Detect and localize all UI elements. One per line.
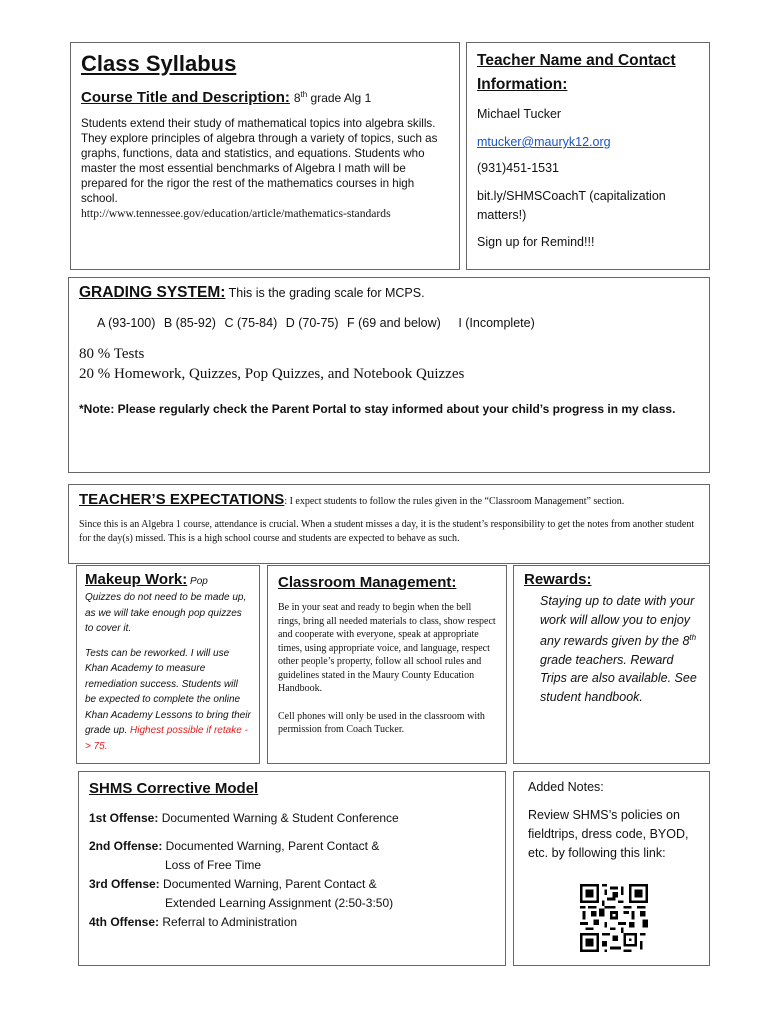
offense-3-label: 3rd Offense: (89, 877, 160, 891)
page-title: Class Syllabus (81, 51, 237, 76)
course-line (81, 89, 449, 106)
grade-a: A (93-100) (97, 316, 156, 330)
notes-text: Review SHMS’s policies on fieldtrips, dress code, BYOD, etc. by following this link: (528, 808, 689, 860)
offense-2-label: 2nd Offense: (89, 839, 163, 853)
makeup-para-tests: Tests can be reworked. I will use Khan Academy to measure remediation success. Students will be expected to complete the online Khan Academy Lessons to bring their grade up. Highest possible if retake -> 75. (85, 647, 251, 752)
grading-heading: GRADING SYSTEM: (79, 284, 226, 301)
expectations-box (68, 484, 710, 564)
offense-2 (89, 837, 495, 875)
notes-box (513, 771, 710, 966)
offense-1 (89, 811, 495, 825)
course-label: Course Title and Description: (81, 89, 290, 106)
rewards-box (513, 565, 710, 764)
makeup-line (85, 571, 251, 588)
offense-2-text: Documented Warning, Parent Contact & (162, 839, 380, 853)
grade-b: B (85-92) (163, 316, 216, 330)
grade-d: D (70-75) (285, 316, 339, 330)
teacher-contact-box (466, 42, 710, 270)
standards-url[interactable]: http://www.tennessee.gov/education/article/mathematics-standards (81, 207, 391, 220)
syllabus-box (70, 42, 460, 270)
management-rules: Be in your seat and ready to begin when the bell rings, bring all needed materials to class, show respect and cooperate with everyone, speak at appropriate times, using appropriate voice, and language, respect other people’s property, follow all school rules and guidelines stated in the Maury County Education Handbook. (278, 602, 496, 694)
makeup-box (76, 565, 260, 764)
coach-link[interactable]: bit.ly/SHMSCoachT (capitalization matters!) (477, 189, 666, 222)
management-box (267, 565, 507, 764)
course-name: 8th grade Alg 1 (293, 90, 372, 105)
management-phones: Cell phones will only be used in the classroom with permission from Coach Tucker. (278, 710, 485, 735)
offense-3 (89, 875, 495, 913)
course-description: Students extend their study of mathematical topics into algebra skills. They explore principles of algebra through a variety of topics, such as graphs, functions, data and statistics, and equations. Students who master the most essential benchmarks of Algebra I math will be prepared for the rigor the rest of the mathematics courses in high school. (81, 117, 438, 205)
expectations-intro: : I expect students to follow the rules given in the “Classroom Management” section. (284, 496, 625, 507)
grading-intro: This is the grading scale for MCPS. (225, 286, 425, 300)
offense-4 (89, 913, 495, 932)
notes-heading: Added Notes: (528, 780, 604, 794)
grading-box (68, 277, 710, 473)
makeup-para-quizzes: Quizzes do not need to be made up, as we will take enough pop quizzes to cover it. (85, 592, 247, 634)
weight-tests: 80 % Tests (79, 346, 145, 362)
grade-c: C (75-84) (224, 316, 278, 330)
grade-f: F (69 and below) (347, 316, 441, 330)
management-heading: Classroom Management: (278, 574, 457, 591)
grade-i: I (Incomplete) (458, 316, 535, 330)
qr-code-icon[interactable] (580, 884, 648, 952)
corrective-box (78, 771, 506, 966)
makeup-inline: Pop (187, 576, 208, 587)
offense-1-label: 1st Offense: (89, 811, 159, 825)
teacher-phone: (931)451-1531 (477, 161, 560, 175)
expectations-line (79, 491, 699, 508)
retake-limit: Highest possible if retake -> 75. (85, 725, 248, 752)
offense-1-text: Documented Warning & Student Conference (158, 811, 399, 825)
rewards-text: Staying up to date with your work will allow you to enjoy any rewards given by the 8th grade teachers. Reward Trips are also available. See student handbook. (540, 594, 697, 704)
corrective-heading: SHMS Corrective Model (89, 780, 259, 797)
rewards-heading: Rewards: (524, 571, 592, 588)
grading-line (79, 284, 699, 302)
offense-2-text2: Loss of Free Time (165, 858, 262, 872)
expectations-heading: TEACHER’S EXPECTATIONS (79, 491, 285, 508)
teacher-email[interactable]: mtucker@mauryk12.org (477, 135, 611, 149)
weight-homework: 20 % Homework, Quizzes, Pop Quizzes, and Notebook Quizzes (79, 366, 465, 382)
offense-3-text2: Extended Learning Assignment (2:50-3:50) (165, 896, 394, 910)
expectations-body: Since this is an Algebra 1 course, attendance is crucial. When a student misses a day, it is the student’s responsibility to get the notes from another student for the day(s) missed. This is a high school course and students are expected to behave as such. (79, 519, 695, 544)
teacher-heading: Teacher Name and Contact Information: (477, 52, 676, 93)
teacher-name: Michael Tucker (477, 107, 562, 121)
remind-signup: Sign up for Remind!!! (477, 235, 595, 249)
offense-3-text: Documented Warning, Parent Contact & (159, 877, 377, 891)
offense-4-label: 4th Offense: (89, 915, 160, 929)
parent-portal-note: *Note: Please regularly check the Parent Portal to stay informed about your child’s progress in my class. (79, 402, 676, 416)
offense-4-text: Referral to Administration (159, 915, 298, 929)
grading-scale (97, 316, 699, 330)
makeup-heading: Makeup Work: (85, 571, 188, 588)
